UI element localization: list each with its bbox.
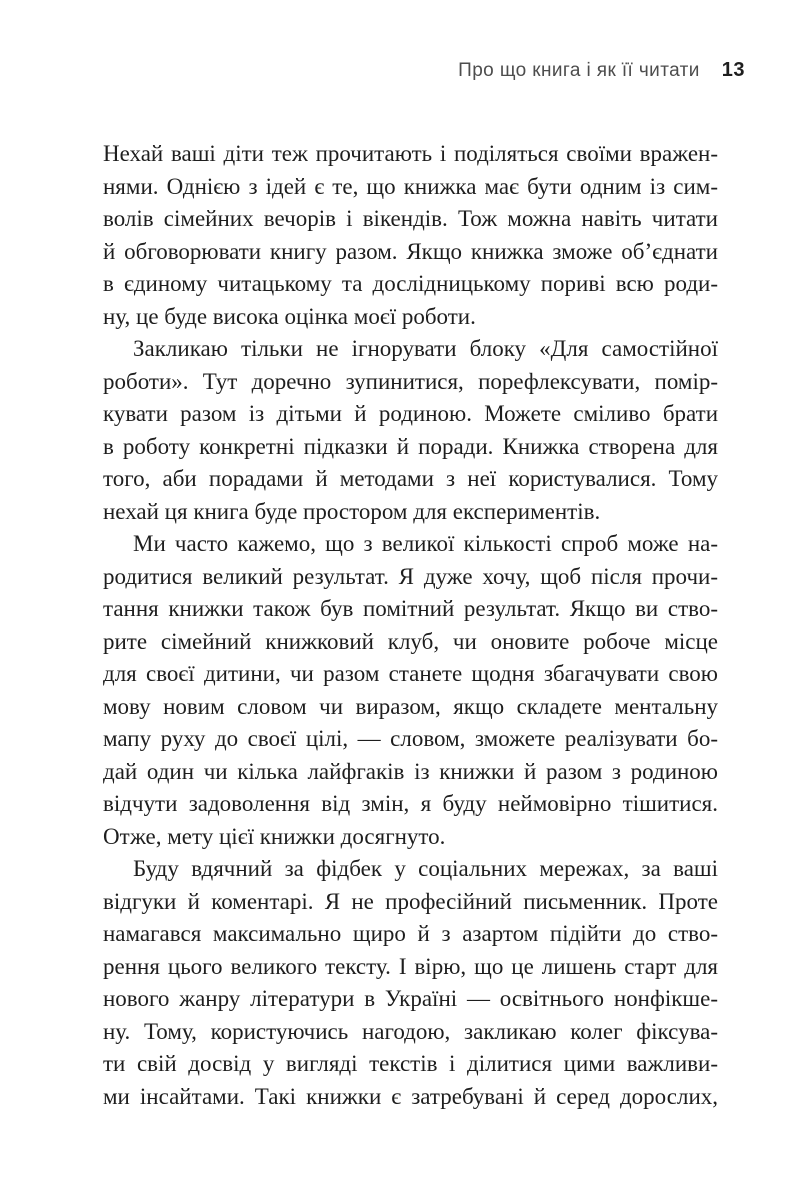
text-line: мапу руху до своєї цілі, — словом, зможете реалізувати бо-: [103, 726, 718, 751]
text-line: в роботу конкретні підказки й поради. Книжка створена для: [103, 433, 718, 459]
text-line: Закликаю тільки не ігнорувати блоку «Для самостійної: [133, 336, 718, 361]
text-line: рення цього великого тексту. І вірю, що це лишень старт для: [103, 953, 718, 979]
paragraph: [103, 333, 718, 528]
paragraph: [103, 853, 718, 1113]
text-line: Буду вдячний за фідбек у соціальних мережах, за ваші: [133, 856, 718, 881]
text-line: ну, це буде висока оцінка моєї роботи.: [103, 303, 476, 329]
text-line: родитися великий результат. Я дуже хочу, щоб після прочи-: [103, 563, 718, 589]
text-line: ми інсайтами. Такі книжки є затребувані й серед дорослих,: [103, 1083, 718, 1109]
text-line: й обговорювати книгу разом. Якщо книжка зможе об’єднати: [103, 238, 718, 264]
running-title: Про що книга і як її читати: [458, 60, 700, 81]
text-line: нями. Однією з ідей є те, що книжка має бути одним із сим-: [103, 173, 718, 199]
text-line: намагався максимально щиро й з азартом підійти до ство-: [103, 921, 718, 946]
text-line: рите сімейний книжковий клуб, чи оновите робоче місце: [103, 628, 718, 654]
paragraph: [103, 528, 718, 853]
page-body: [103, 138, 718, 1113]
text-line: в єдиному читацькому та дослідницькому пориві всю роди-: [103, 271, 718, 296]
text-line: мову новим словом чи виразом, якщо складете ментальну: [103, 693, 718, 719]
text-line: тання книжки також був помітний результат. Якщо ви ство-: [103, 596, 718, 621]
text-line: Нехай ваші діти теж прочитають і поділяться своїми вражен-: [103, 141, 718, 166]
text-line: нехай ця книга буде простором для експериментів.: [103, 498, 601, 524]
text-line: відчути задоволення від змін, я буду неймовірно тішитися.: [103, 791, 718, 816]
text-line: нового жанру літератури в Україні — освітнього нонфікше-: [103, 986, 718, 1011]
text-line: кувати разом із дітьми й родиною. Можете сміливо брати: [103, 401, 718, 426]
text-line: відгуки й коментарі. Я не професійний письменник. Проте: [103, 888, 718, 914]
text-line: волів сімейних вечорів і вікендів. Тож можна навіть читати: [103, 206, 718, 231]
text-line: роботи». Тут доречно зупинитися, порефлексувати, помір-: [103, 368, 718, 394]
text-line: ну. Тому, користуючись нагодою, закликаю колег фіксува-: [103, 1018, 718, 1044]
text-line: того, аби порадами й методами з неї користувалися. Тому: [103, 466, 718, 491]
text-line: Отже, мету цієї книжки досягнуто.: [103, 823, 446, 849]
text-line: для своєї дитини, чи разом станете щодня збагачувати свою: [103, 661, 718, 686]
text-line: дай один чи кілька лайфгаків із книжки й разом з родиною: [103, 758, 718, 784]
text-line: Ми часто кажемо, що з великої кількості спроб може на-: [133, 531, 718, 556]
paragraph: [103, 138, 718, 333]
text-line: ти свій досвід у вигляді текстів і ділитися цими важливи-: [103, 1051, 718, 1076]
page-number: 13: [721, 59, 745, 81]
page-header: [458, 59, 745, 82]
